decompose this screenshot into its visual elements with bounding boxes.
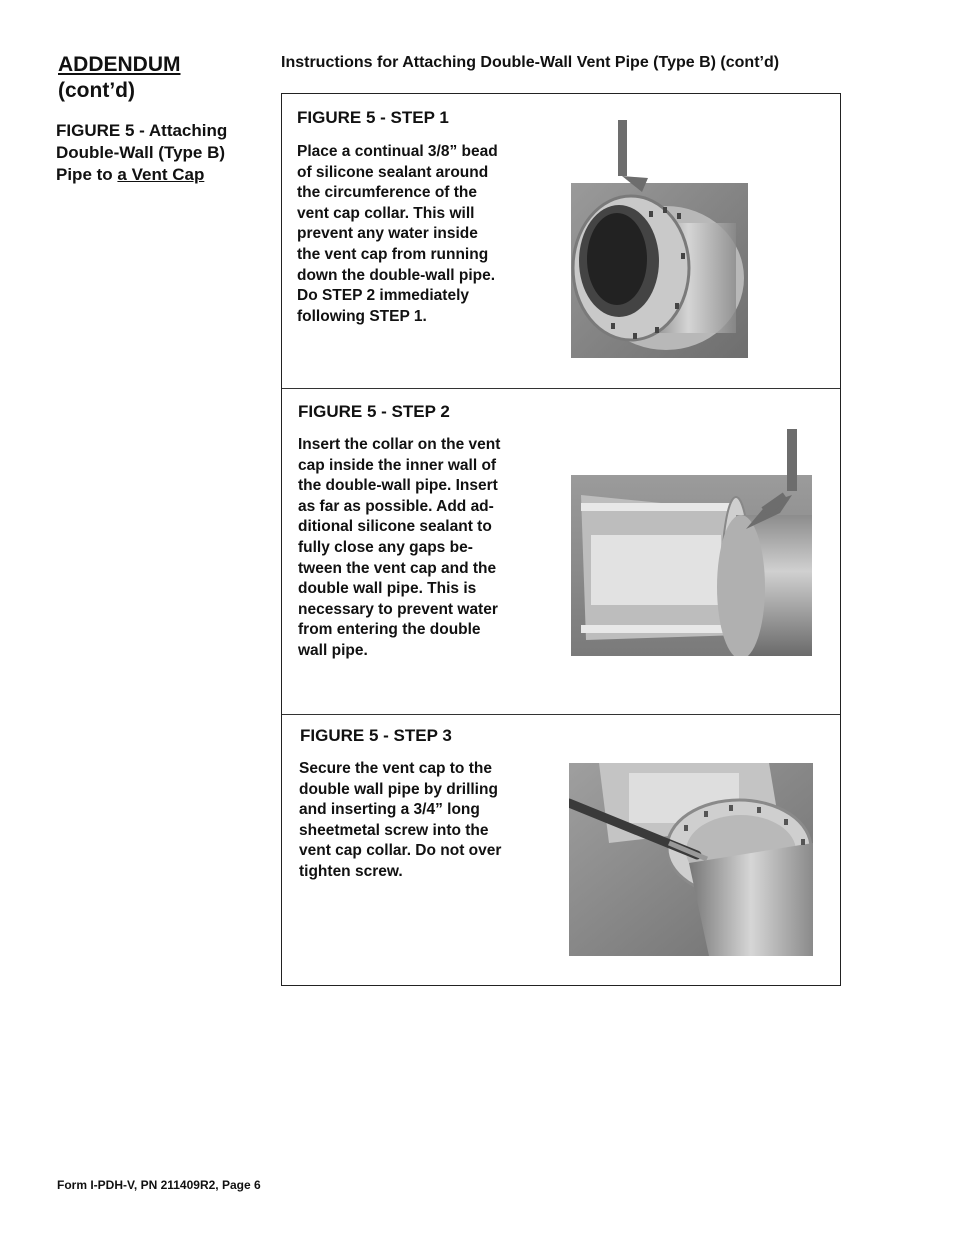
step-2-panel — [282, 388, 840, 715]
step-3-line: tighten screw. — [299, 862, 403, 880]
step-1-arrow-icon — [612, 120, 662, 192]
step-2-line: ditional silicone sealant to — [298, 518, 492, 536]
step-2-line: from entering the double — [298, 621, 481, 639]
step-1-text — [297, 142, 527, 327]
step-3-line: and inserting a 3/4” long — [299, 801, 480, 819]
instructions-header: Instructions for Attaching Double-Wall Vent Pipe (Type B) (cont’d) — [281, 54, 780, 71]
caption-line-3-underlined: a Vent Cap — [117, 165, 205, 184]
page-footer: Form I-PDH-V, PN 211409R2, Page 6 — [57, 1178, 261, 1192]
contd-label: (cont’d) — [58, 79, 135, 102]
step-1-line: vent cap collar. This will — [297, 204, 475, 222]
step-2-line: double wall pipe. This is — [298, 580, 477, 598]
step-2-line: fully close any gaps be- — [298, 538, 473, 556]
step-2-line: necessary to prevent water — [298, 600, 498, 618]
step-1-line: the vent cap from running — [297, 245, 489, 263]
step-2-line: cap inside the inner wall of — [298, 456, 497, 474]
step-1-panel — [282, 94, 840, 388]
step-3-line: double wall pipe by drilling — [299, 780, 498, 798]
step-2-arrow-icon — [742, 429, 804, 529]
step-1-line: Place a continual 3/8” bead — [297, 143, 498, 160]
step-3-line: vent cap collar. Do not over — [299, 842, 502, 860]
step-1-title: FIGURE 5 - STEP 1 — [297, 108, 449, 127]
step-2-line: wall pipe. — [298, 641, 368, 659]
caption-line-3-prefix: Pipe to — [56, 165, 118, 184]
step-2-title: FIGURE 5 - STEP 2 — [298, 402, 450, 421]
step-1-line: down the double-wall pipe. — [297, 266, 496, 284]
step-2-line: tween the vent cap and the — [298, 559, 497, 577]
step-3-line: sheetmetal screw into the — [299, 821, 489, 839]
step-2-line: the double-wall pipe. Insert — [298, 477, 498, 495]
step-3-line: Secure the vent cap to the — [299, 760, 492, 777]
step-3-text — [299, 759, 529, 883]
step-3-photo — [569, 763, 813, 956]
steps-box — [281, 93, 841, 986]
figure-caption — [56, 120, 266, 186]
addendum-label: ADDENDUM — [58, 53, 181, 76]
caption-line-1: FIGURE 5 - Attaching — [56, 121, 228, 140]
step-1-photo — [571, 183, 748, 358]
step-1-line: prevent any water inside — [297, 225, 478, 243]
caption-line-2: Double-Wall (Type B) — [56, 143, 226, 162]
step-2-text — [298, 435, 528, 662]
step-2-line: as far as possible. Add ad- — [298, 497, 494, 515]
addendum-heading — [58, 52, 181, 104]
step-3-panel — [282, 714, 840, 986]
step-1-line: following STEP 1. — [297, 307, 427, 325]
step-2-line: Insert the collar on the vent — [298, 436, 501, 453]
step-1-line: the circumference of the — [297, 184, 478, 202]
step-1-line: Do STEP 2 immediately — [297, 287, 469, 305]
step-1-line: of silicone sealant around — [297, 163, 489, 181]
step-3-title: FIGURE 5 - STEP 3 — [300, 726, 452, 745]
